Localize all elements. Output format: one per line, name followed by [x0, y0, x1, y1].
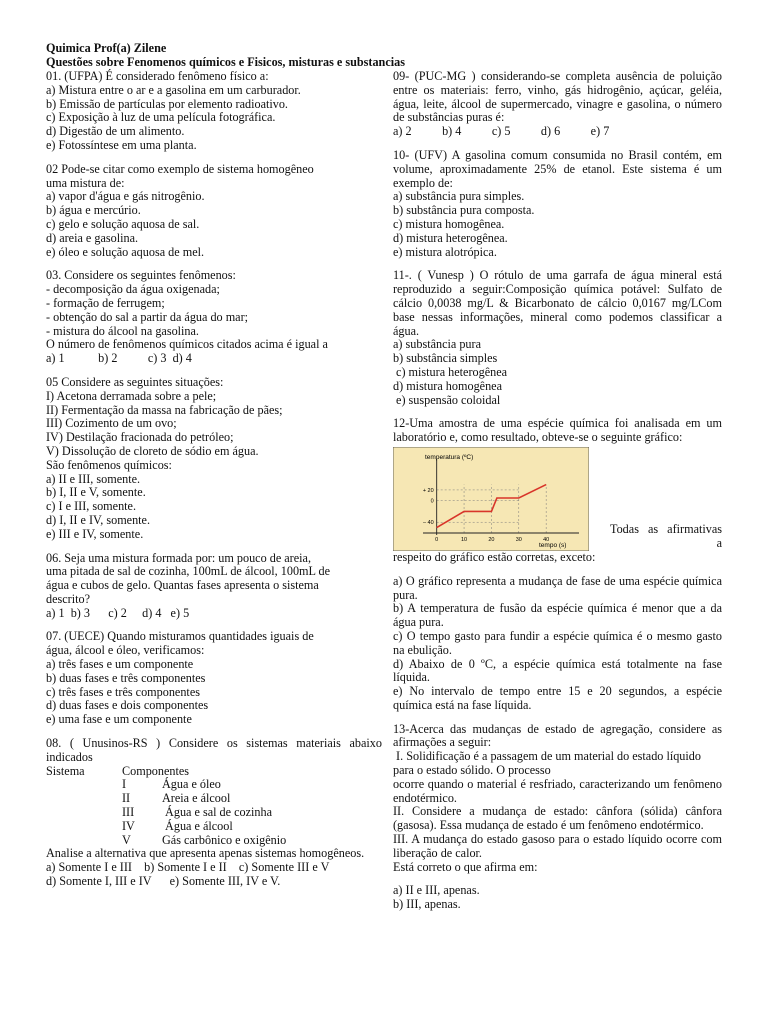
question-09 — [393, 70, 722, 139]
question-stem: 08. ( Unusinos-RS ) Considere os sistemas materiais abaixo indicados — [46, 736, 382, 764]
question-13 — [393, 723, 722, 912]
list-item: - formação de ferrugem; — [46, 295, 165, 310]
worksheet-title: Questões sobre Fenomenos químicos e Fisicos, misturas e substancias — [46, 55, 405, 69]
option-c: c) O tempo gasto para fundir a espécie química é o mesmo gasto na ebulição. — [393, 628, 722, 657]
option-c: c) Exposição à luz de uma película fotográfica. — [46, 110, 276, 125]
option-d: d) mistura heterogênea. — [393, 230, 508, 245]
question-10 — [393, 149, 722, 259]
table-cell: Água e álcool — [162, 818, 233, 833]
option-a: a) O gráfico representa a mudança de fase de uma espécie química pura. — [393, 573, 722, 602]
question-stem: 11-. ( Vunesp ) O rótulo de uma garrafa de água mineral está reproduzido a seguir:Composição química potável: Sulfato de cálcio 0,0038 mg/L & Bicarbonato de cálcio 0,0167 mg/LCom base nessas informações, mineral como podemos classificar a água. — [393, 268, 722, 338]
question-stem: 03. Considere os seguintes fenômenos: — [46, 268, 236, 283]
y-tick-label: – 40 — [422, 520, 434, 527]
table-cell: V — [122, 832, 131, 847]
list-item: IV) Destilação fracionada do petróleo; — [46, 430, 234, 445]
question-03 — [46, 269, 382, 366]
option-b: b) substância pura composta. — [393, 203, 535, 218]
option-a: a) vapor d'água e gás nitrogênio. — [46, 189, 205, 204]
list-item: I) Acetona derramada sobre a pele; — [46, 388, 217, 403]
table-cell: IV — [122, 818, 135, 833]
table-header: Componentes — [122, 763, 190, 778]
option-d: d) mistura homogênea — [393, 378, 502, 393]
question-stem: descrito? — [46, 591, 90, 606]
question-01 — [46, 70, 382, 153]
option-c: c) gelo e solução aquosa de sal. — [46, 216, 200, 231]
phase-change-chart — [393, 447, 589, 551]
question-prompt: São fenômenos químicos: — [46, 457, 172, 472]
question-05 — [46, 376, 382, 542]
question-stem: 06. Seja uma mistura formada por: um pouco de areia, — [46, 550, 311, 565]
question-06 — [46, 552, 382, 621]
option-a: a) substância pura — [393, 337, 481, 352]
option-c: c) I e III, somente. — [46, 499, 137, 514]
option-c: c) mistura heterogênea — [393, 364, 508, 379]
question-stem: 01. (UFPA) É considerado fenômeno físico a: — [46, 69, 269, 83]
question-prompt: Está correto o que afirma em: — [393, 859, 538, 874]
table-cell: Água e sal de cozinha — [162, 805, 272, 820]
question-07 — [46, 630, 382, 727]
left-column — [46, 70, 382, 899]
list-item: V) Dissolução de cloreto de sódio em água. — [46, 443, 259, 458]
option-d: d) Abaixo de 0 ºC, a espécie química está totalmente na fase líquida. — [393, 656, 722, 685]
option-b: b) duas fases e três componentes — [46, 670, 206, 685]
option-a: a) Mistura entre o ar e a gasolina em um carburador. — [46, 82, 301, 97]
option-d: d) areia e gasolina. — [46, 230, 139, 245]
after-chart-text: Todas as afirmativas a — [610, 522, 722, 551]
option-e: e) suspensão coloidal — [393, 392, 501, 407]
option-e: e) No intervalo de tempo entre 15 e 20 segundos, a espécie química está na fase líquida. — [393, 684, 722, 712]
option-b: b) A temperatura de fusão da espécie química é menor que a da água pura. — [393, 601, 722, 630]
right-column — [393, 70, 722, 922]
question-08 — [46, 737, 382, 889]
option-b: b) I, II e V, somente. — [46, 485, 146, 500]
option-e: e) óleo e solução aquosa de mel. — [46, 244, 205, 259]
document-header — [46, 41, 436, 69]
option-c: c) mistura homogênea. — [393, 216, 505, 231]
question-stem: água e cubos de gelo. Quantas fases apresenta o sistema — [46, 578, 319, 593]
option-e: e) III e IV, somente. — [46, 526, 144, 541]
option-b: b) III, apenas. — [393, 897, 461, 912]
list-item: - mistura do álcool na gasolina. — [46, 323, 199, 338]
question-stem: 07. (UECE) Quando misturamos quantidades iguais de — [46, 629, 314, 644]
question-stem: 13-Acerca das mudanças de estado de agregação, considere as afirmações a seguir: — [393, 721, 722, 750]
question-11 — [393, 269, 722, 407]
list-item: I. Solidificação é a passagem de um material do estado líquido para o estado sólido. O processo — [393, 749, 705, 778]
list-item: II. Considere a mudança de estado: cânfora (sólida) cânfora (gasosa). Essa mudança de estado é um fenômeno endotérmico. — [393, 804, 722, 833]
y-tick-label: 0 — [430, 498, 434, 505]
y-axis-label: temperatura (ºC) — [425, 453, 474, 461]
question-stem: 05 Considere as seguintes situações: — [46, 374, 224, 389]
question-stem: 12-Uma amostra de uma espécie química foi analisada em um laboratório e, como resultado, obteve-se o seguinte gráfico: — [393, 416, 722, 445]
question-stem: água, álcool e óleo, verificamos: — [46, 643, 205, 658]
options-inline: a) Somente I e III b) Somente I e II c) Somente III e V — [46, 860, 330, 875]
question-02 — [46, 163, 382, 260]
list-item: III) Cozimento de um ovo; — [46, 416, 177, 431]
table-cell: II — [122, 791, 131, 806]
option-a: a) substância pura simples. — [393, 189, 525, 204]
x-tick-label: 40 — [543, 536, 550, 543]
option-d: d) duas fases e dois componentes — [46, 698, 209, 713]
list-item: - decomposição da água oxigenada; — [46, 282, 220, 297]
options-inline: d) Somente I, III e IV e) Somente III, IV e V. — [46, 874, 281, 889]
option-a: a) três fases e um componente — [46, 657, 194, 672]
list-item: II) Fermentação da massa na fabricação de pães; — [46, 402, 283, 417]
list-item: III. A mudança do estado gasoso para o estado líquido ocorre com liberação de calor. — [393, 832, 722, 860]
options-inline: a) 1 b) 3 c) 2 d) 4 e) 5 — [46, 605, 190, 620]
option-e: e) uma fase e um componente — [46, 712, 192, 727]
chart-background — [393, 447, 589, 551]
x-tick-label: 0 — [435, 536, 439, 543]
option-a: a) II e III, somente. — [46, 471, 141, 486]
option-b: b) Emissão de partículas por elemento radioativo. — [46, 96, 288, 111]
y-tick-label: + 20 — [422, 487, 434, 494]
teacher-title: Quimica Prof(a) Zilene — [46, 41, 167, 55]
table-header: Sistema — [46, 763, 85, 778]
option-d: d) I, II e IV, somente. — [46, 512, 151, 527]
question-prompt: O número de fenômenos químicos citados acima é igual a — [46, 337, 328, 352]
table-cell: Água e óleo — [162, 777, 221, 792]
options-inline: a) 2 b) 4 c) 5 d) 6 e) 7 — [393, 124, 610, 139]
question-prompt: Analise a alternativa que apresenta apenas sistemas homogêneos. — [46, 846, 365, 861]
table-cell: Gás carbônico e oxigênio — [162, 832, 287, 847]
option-b: b) substância simples — [393, 351, 498, 366]
x-tick-label: 30 — [515, 536, 522, 543]
question-stem: 02 Pode-se citar como exemplo de sistema homogêneo — [46, 161, 314, 176]
after-chart-text: respeito do gráfico estão corretas, exceto: — [393, 549, 596, 564]
table-cell: I — [122, 777, 127, 792]
table-cell: Areia e álcool — [162, 791, 231, 806]
list-item: - obtenção do sal a partir da água do mar; — [46, 309, 249, 324]
question-stem: uma mistura de: — [46, 175, 125, 190]
list-item: ocorre quando o material é resfriado, caracterizando um fenômeno endotérmico. — [393, 776, 722, 805]
question-stem: 09- (PUC-MG ) considerando-se completa ausência de poluição entre os materiais: ferro, vinho, gás hidrogênio, açúcar, geléia, água, leite, álcool de supermercado, vinagre e gasolina, o número de substâncias puras é: — [393, 69, 722, 125]
option-a: a) II e III, apenas. — [393, 883, 480, 898]
question-12 — [393, 417, 722, 712]
question-stem: uma pitada de sal de cozinha, 100mL de álcool, 100mL de — [46, 564, 331, 579]
options-inline: a) 1 b) 2 c) 3 d) 4 — [46, 351, 192, 366]
systems-table — [46, 765, 382, 848]
chart-row — [393, 447, 722, 551]
option-e: e) Fotossíntese em uma planta. — [46, 137, 197, 152]
table-cell: III — [122, 805, 135, 820]
x-tick-label: 20 — [488, 536, 495, 543]
option-d: d) Digestão de um alimento. — [46, 124, 185, 139]
option-b: b) água e mercúrio. — [46, 203, 141, 218]
question-stem: 10- (UFV) A gasolina comum consumida no Brasil contém, em volume, aproximadamente 25% de etanol. Este sistema é um exemplo de: — [393, 147, 722, 190]
x-axis-label: tempo (s) — [539, 541, 567, 549]
option-c: c) três fases e três componentes — [46, 684, 200, 699]
option-e: e) mistura alotrópica. — [393, 244, 497, 259]
x-tick-label: 10 — [460, 536, 468, 543]
